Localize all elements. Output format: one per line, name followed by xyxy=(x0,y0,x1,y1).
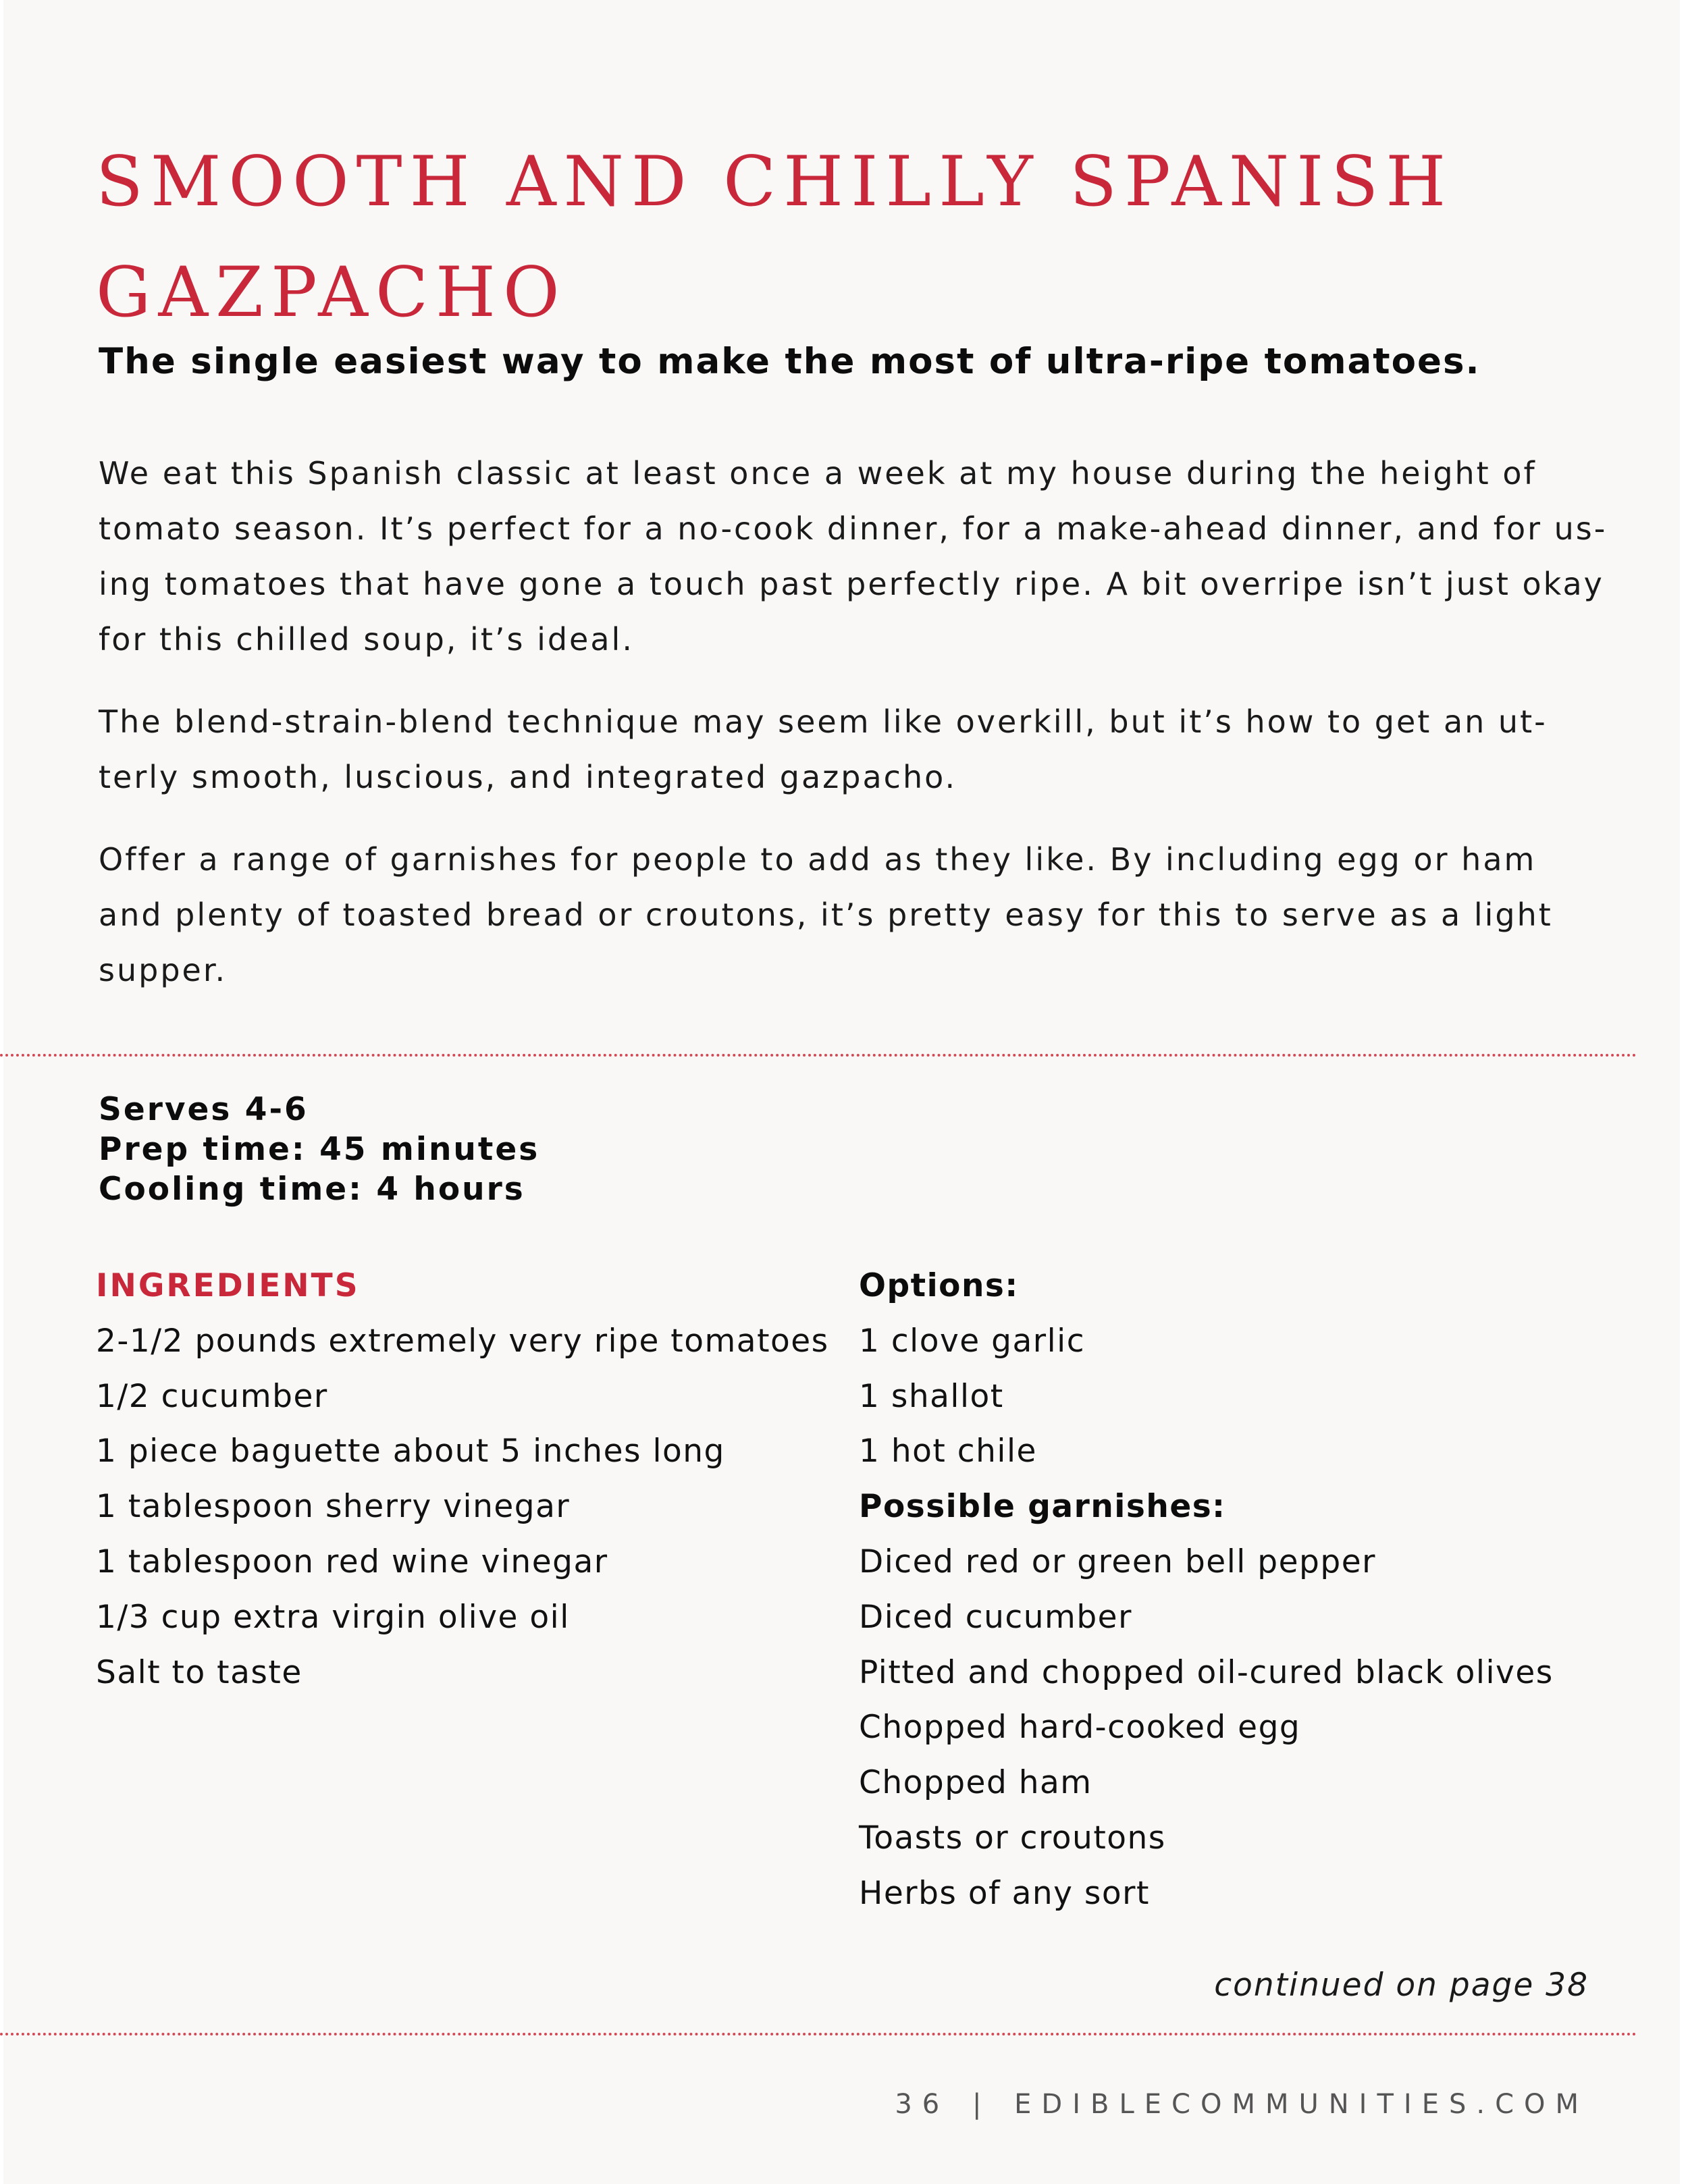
intro-paragraph xyxy=(99,832,1604,998)
recipe-title-line-1: SMOOTH AND CHILLY SPANISH xyxy=(96,142,1454,222)
option-item: 1 hot chile xyxy=(859,1433,1037,1470)
ingredient-item: 1/3 cup extra virgin olive oil xyxy=(96,1598,570,1636)
intro-paragraph xyxy=(99,446,1608,667)
prep-time: Prep time: 45 minutes xyxy=(99,1131,540,1168)
page-edge-left xyxy=(0,0,3,2184)
ingredient-item: 1 tablespoon red wine vinegar xyxy=(96,1543,608,1580)
ingredient-item: 2-1/2 pounds extremely very ripe tomatoes xyxy=(96,1322,829,1360)
options-column xyxy=(859,1258,1622,1921)
serves: Serves 4-6 xyxy=(99,1091,309,1128)
intro-line: for this chilled soup, it’s ideal. xyxy=(99,621,634,658)
option-item: 1 shallot xyxy=(859,1377,1004,1415)
footer-site: EDIBLECOMMUNITIES.COM xyxy=(1014,2089,1589,2120)
garnish-item: Pitted and chopped oil-cured black olives xyxy=(859,1653,1554,1691)
intro-line: supper. xyxy=(99,952,228,988)
recipe-title xyxy=(96,127,1581,348)
garnish-item: Herbs of any sort xyxy=(859,1874,1150,1912)
intro-line: tomato season. It’s perfect for a no-cook dinner, for a make-ahead dinner, and for us- xyxy=(99,510,1608,547)
recipe-title-line-2: GAZPACHO xyxy=(96,252,567,333)
intro-line: We eat this Spanish classic at least once a week at my house during the height of xyxy=(99,455,1537,491)
ingredient-item: 1 tablespoon sherry vinegar xyxy=(96,1488,571,1526)
intro-line: The blend-strain-blend technique may seem like overkill, but it’s how to get an ut- xyxy=(99,703,1548,740)
intro-line: Offer a range of garnishes for people to add as they like. By including egg or ham xyxy=(99,841,1537,878)
garnish-item: Chopped ham xyxy=(859,1764,1092,1802)
ingredient-item: Salt to taste xyxy=(96,1653,302,1691)
intro-paragraph xyxy=(99,694,1604,805)
options-heading: Options: xyxy=(859,1267,1019,1304)
option-item: 1 clove garlic xyxy=(859,1322,1086,1360)
intro-line: and plenty of toasted bread or croutons, it’s pretty easy for this to serve as a light xyxy=(99,897,1553,933)
ingredients-heading: INGREDIENTS xyxy=(96,1267,360,1304)
intro-line: ing tomatoes that have gone a touch past perfectly ripe. A bit overripe isn’t just okay xyxy=(99,566,1604,602)
continued-note: continued on page 38 xyxy=(1214,1967,1589,2004)
recipe-yield xyxy=(99,1090,539,1209)
recipe-subtitle: The single easiest way to make the most of ultra-ripe tomatoes. xyxy=(99,341,1481,382)
ingredient-item: 1/2 cucumber xyxy=(96,1377,328,1415)
intro-line: terly smooth, luscious, and integrated gazpacho. xyxy=(99,759,957,795)
page-edge-right xyxy=(1680,0,1688,2184)
garnishes-heading: Possible garnishes: xyxy=(859,1488,1226,1526)
ingredients-column xyxy=(96,1258,845,1700)
intro-text xyxy=(99,446,1608,1025)
dotted-divider-bottom xyxy=(0,2033,1637,2035)
page-footer xyxy=(895,2084,1589,2125)
ingredient-item: 1 piece baguette about 5 inches long xyxy=(96,1433,725,1470)
garnish-item: Diced red or green bell pepper xyxy=(859,1543,1376,1580)
dotted-divider-top xyxy=(0,1054,1637,1057)
garnish-item: Diced cucumber xyxy=(859,1598,1132,1636)
footer-separator: | xyxy=(972,2089,992,2120)
garnish-item: Chopped hard-cooked egg xyxy=(859,1709,1301,1747)
cooling-time: Cooling time: 4 hours xyxy=(99,1171,525,1208)
page-number: 36 xyxy=(895,2089,950,2120)
garnish-item: Toasts or croutons xyxy=(859,1819,1166,1857)
